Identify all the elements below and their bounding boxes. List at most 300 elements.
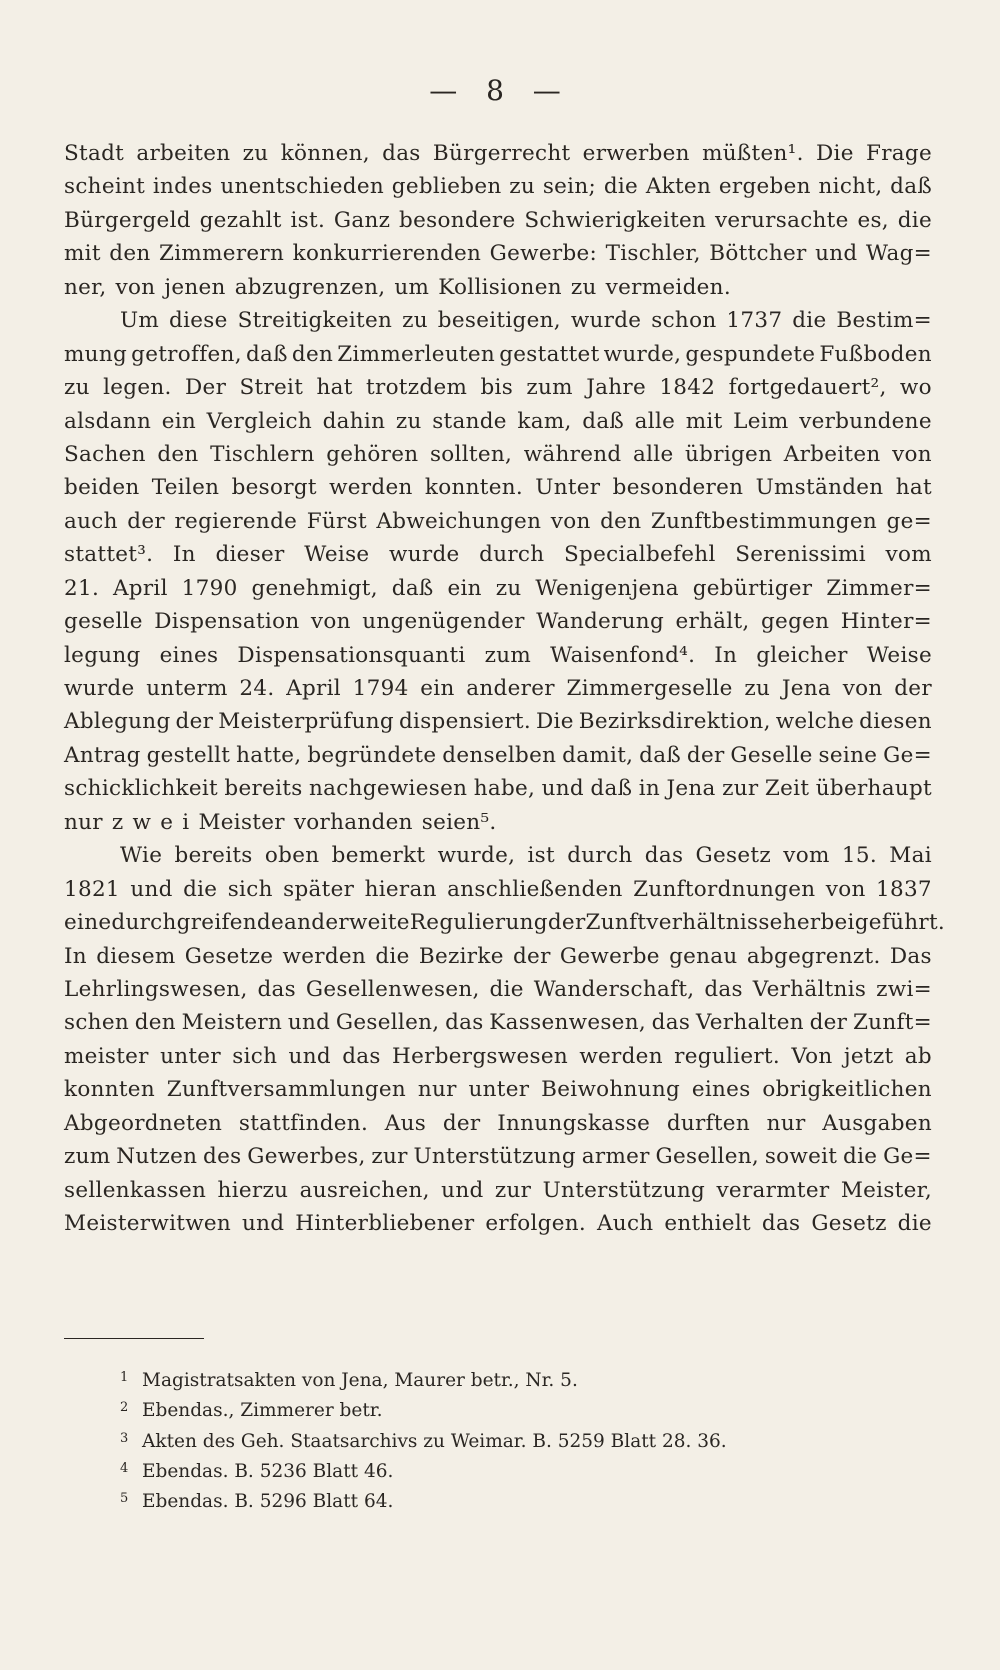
text-line <box>64 338 932 371</box>
word: das <box>382 141 421 166</box>
text-line <box>64 1040 932 1073</box>
word: und <box>541 776 584 802</box>
word: den <box>134 1010 176 1036</box>
word: 1790 <box>181 575 238 601</box>
word: zwi= <box>876 976 932 1002</box>
word: jenen <box>164 274 226 300</box>
word: hieran <box>364 876 437 902</box>
word: Meisterprüfung <box>218 709 394 735</box>
word: die <box>603 174 639 200</box>
footnote <box>120 1424 940 1454</box>
word: gestellt <box>146 742 231 768</box>
footnote <box>120 1363 940 1393</box>
word: Antrag <box>64 742 141 768</box>
word: Bezirke <box>418 943 504 969</box>
word: Vergleich <box>206 408 313 434</box>
word: anderer <box>466 676 555 701</box>
text-line <box>64 873 932 906</box>
word: zu <box>395 408 422 434</box>
word: Gesellen, <box>335 1010 440 1036</box>
footnote-text: Akten des Geh. Staatsarchivs zu Weimar. B. 5259 Blatt 28. 36. <box>142 1430 727 1452</box>
word: e <box>160 809 174 835</box>
word: nur <box>766 1110 806 1136</box>
word: Gewerbe: <box>489 241 598 267</box>
word: abzugrenzen, <box>234 274 386 300</box>
word: werden <box>282 943 367 969</box>
word: Böttcher <box>709 241 807 267</box>
text-line <box>64 271 932 304</box>
text-line <box>64 839 932 872</box>
word: mung <box>64 341 128 367</box>
word: Tischlern <box>210 441 315 467</box>
word: und <box>287 1010 331 1036</box>
word: Specialbefehl <box>564 542 716 568</box>
word: Fußboden <box>819 341 932 367</box>
word: zum <box>64 1144 111 1170</box>
word: und <box>441 1177 484 1203</box>
word: alle <box>633 441 674 467</box>
word: anderweite <box>284 910 410 936</box>
word: Abgeordneten <box>64 1110 223 1136</box>
word: oben <box>264 843 320 869</box>
word: Waisenfond⁴. <box>550 642 696 668</box>
word: besorgt <box>231 475 317 501</box>
word: wurde <box>64 676 135 701</box>
word: Zunftversammlungen <box>166 1077 407 1103</box>
word: die <box>792 308 827 334</box>
text-line <box>64 1207 932 1240</box>
word: Zunftverhältnisse <box>585 910 783 936</box>
word: Tischler, <box>605 241 701 267</box>
word: w <box>132 809 152 835</box>
word: Kassenwesen, <box>489 1010 646 1036</box>
word: Jena <box>781 676 832 701</box>
word: durften <box>666 1110 750 1136</box>
word: zu <box>744 676 771 701</box>
word: diese <box>169 308 228 334</box>
word: in <box>638 776 661 802</box>
word: bis <box>480 375 514 401</box>
word: Jena <box>666 776 716 802</box>
footnote <box>120 1454 940 1484</box>
word: von <box>115 274 156 300</box>
word: 24. <box>239 676 275 701</box>
word: vom <box>885 542 932 568</box>
text-line <box>64 973 932 1006</box>
word: 1737 <box>726 308 783 334</box>
word: Die <box>535 709 574 735</box>
word: beiden <box>64 475 140 501</box>
word: arbeiten <box>136 141 231 166</box>
word: beseitigen, <box>437 308 561 334</box>
word: gespundete <box>685 341 816 367</box>
word: eines <box>159 642 219 668</box>
text-line <box>64 1174 932 1207</box>
text-line <box>64 237 932 270</box>
word: verbundene <box>799 408 932 434</box>
text-line <box>64 1073 932 1106</box>
word: nur <box>64 809 103 835</box>
word: Kollisionen <box>438 274 562 300</box>
word: ner, <box>64 274 107 300</box>
word: den <box>109 241 151 267</box>
word: Um <box>120 308 160 334</box>
word: das <box>651 1010 691 1036</box>
word: Meister, <box>840 1177 932 1203</box>
word: durchgreifende <box>111 910 285 936</box>
word: Herbergswesen <box>392 1043 568 1069</box>
word: 21. <box>64 575 100 601</box>
word: und <box>815 241 858 267</box>
word: mit <box>685 408 723 434</box>
word: legung <box>64 642 141 668</box>
word: Unterstützung <box>413 1144 576 1170</box>
text-line <box>64 471 932 504</box>
word: Ge= <box>883 1144 932 1170</box>
word: der <box>894 676 932 701</box>
word: dieser <box>215 542 285 568</box>
word: Aus <box>384 1110 427 1136</box>
word: nachgewiesen <box>309 776 468 802</box>
word: damit, <box>562 742 634 768</box>
word: schen <box>64 1010 129 1036</box>
word: hat <box>316 375 353 401</box>
word: Leim <box>733 408 789 434</box>
text-line <box>64 772 932 805</box>
word: die <box>489 976 524 1002</box>
word: daß <box>590 776 633 802</box>
word: Bezirksdirektion, <box>578 709 771 735</box>
word: der <box>512 943 551 969</box>
text-line <box>64 505 932 538</box>
word: Gesellen, <box>655 1144 760 1170</box>
word: Innungskasse <box>497 1110 651 1136</box>
word: diesem <box>96 943 176 969</box>
word: vorhanden <box>293 809 413 835</box>
word: das <box>342 1043 381 1069</box>
word: ergeben <box>718 174 811 200</box>
footnote-mark: 3 <box>120 1430 129 1446</box>
word: die <box>375 943 410 969</box>
word: ist <box>527 843 555 869</box>
word: Geselle <box>730 742 813 768</box>
word: Wenigenjena <box>535 575 679 601</box>
text-line <box>64 1107 932 1140</box>
word: zur <box>494 1177 532 1203</box>
word: April <box>112 575 168 601</box>
word: hat <box>895 475 932 501</box>
text-line <box>64 605 932 638</box>
text-line <box>64 739 932 772</box>
word: erwerben <box>582 141 690 166</box>
word: unterm <box>146 676 228 701</box>
word: von <box>550 508 591 534</box>
word: sollten, <box>429 441 513 467</box>
word: zur <box>722 776 759 802</box>
text-line <box>64 405 932 438</box>
word: die <box>183 876 218 902</box>
word: Gesetz <box>695 843 771 869</box>
word: erfolgen. <box>485 1211 587 1236</box>
word: bereits <box>224 776 303 802</box>
word: der <box>686 742 725 768</box>
word: später <box>283 876 355 902</box>
word: herbeigeführt. <box>782 910 946 936</box>
word: stande <box>432 408 507 434</box>
word: von <box>892 441 932 467</box>
word: sich <box>232 1043 278 1069</box>
word: daß <box>245 341 288 367</box>
word: Gewerbes, <box>247 1144 366 1170</box>
text-line <box>64 572 932 605</box>
word: seien⁵. <box>421 809 497 835</box>
word: Wag= <box>865 241 932 267</box>
word: zur <box>371 1144 408 1170</box>
word: Ablegung <box>64 709 171 735</box>
word: Dispensation <box>154 609 300 635</box>
word: z <box>111 809 124 835</box>
word: ein <box>420 676 455 701</box>
word: unentschieden <box>220 174 385 200</box>
word: vom <box>783 843 830 869</box>
word: zu <box>402 308 428 334</box>
word: daß <box>890 174 932 200</box>
word: Bürgerrecht <box>432 141 571 166</box>
footnote-mark: 2 <box>120 1400 129 1416</box>
word: stattfinden. <box>238 1110 369 1136</box>
word: Beiwohnung <box>541 1077 681 1103</box>
word: geblieben <box>391 174 502 200</box>
text-line <box>64 906 946 939</box>
word: gezahlt <box>199 207 282 233</box>
word: das <box>644 843 684 869</box>
word: dispensiert. <box>398 709 531 735</box>
word: Dispensationsquanti <box>237 642 466 668</box>
word: begründete <box>307 742 437 768</box>
word: seine <box>818 742 878 768</box>
word: Verhältnis <box>752 976 867 1002</box>
word: Zunftbestimmungen <box>650 508 878 534</box>
footnote-text: Ebendas. B. 5236 Blatt 46. <box>142 1460 394 1482</box>
word: wurde, <box>603 341 682 367</box>
footnote-text: Ebendas., Zimmerer betr. <box>142 1400 383 1422</box>
word: jetzt <box>843 1043 894 1069</box>
word: Zeit <box>764 776 810 802</box>
word: getroffen, <box>131 341 242 367</box>
word: zu <box>242 141 269 166</box>
word: zum <box>526 375 573 401</box>
word: wurde, <box>437 843 516 869</box>
word: Zimmer= <box>826 575 932 601</box>
text-line <box>64 137 932 170</box>
text-line <box>64 538 932 571</box>
text-line <box>64 170 932 203</box>
word: den <box>600 508 642 534</box>
word: habe, <box>473 776 536 802</box>
word: meister <box>64 1043 149 1069</box>
word: ausreichen, <box>299 1177 430 1203</box>
word: Serenissimi <box>735 542 866 568</box>
word: ab <box>904 1043 932 1069</box>
word: den <box>291 341 334 367</box>
word: das <box>761 1211 801 1236</box>
word: Hinterbliebener <box>295 1211 475 1236</box>
word: reguliert. <box>674 1043 781 1069</box>
text-line <box>64 1140 932 1173</box>
word: um <box>394 274 430 300</box>
word: Akten <box>645 174 712 200</box>
footnote-mark: 1 <box>120 1370 129 1385</box>
word: der <box>547 910 586 936</box>
word: anschließenden <box>447 876 623 902</box>
word: konnten. <box>424 475 524 501</box>
word: und <box>288 1043 331 1069</box>
word: auch <box>64 508 118 534</box>
word: trotzdem <box>366 375 468 401</box>
word: ein <box>447 575 482 601</box>
word: Der <box>185 375 227 401</box>
word: nicht, <box>818 174 883 200</box>
word: Frage <box>865 141 932 166</box>
footnotes <box>120 1363 940 1514</box>
word: In <box>172 542 196 568</box>
word: können, <box>280 141 370 166</box>
word: der <box>442 1110 481 1136</box>
word: erhält, <box>675 609 750 635</box>
word: alsdann <box>64 408 152 434</box>
word: armer <box>581 1144 650 1170</box>
word: genau <box>669 943 738 969</box>
word: Zimmergeselle <box>566 676 733 701</box>
word: Stadt <box>64 141 125 166</box>
word: wurde <box>389 542 460 568</box>
word: mit <box>64 241 101 267</box>
word: durch <box>479 542 545 568</box>
word: Weise <box>866 642 932 668</box>
word: die <box>897 207 932 233</box>
word: Mai <box>889 843 932 869</box>
word: Verhalten <box>695 1010 804 1036</box>
word: während <box>523 441 622 467</box>
word: besonderen <box>612 475 744 501</box>
text-line <box>64 304 932 337</box>
footnote-text: Ebendas. B. 5296 Blatt 64. <box>142 1491 394 1513</box>
text-line <box>64 639 932 672</box>
word: Bestim= <box>836 308 932 334</box>
word: Sachen <box>64 441 146 467</box>
word: sellenkassen <box>64 1177 207 1203</box>
word: Zunftordnungen <box>633 876 816 902</box>
word: Fürst <box>306 508 367 534</box>
footnote <box>120 1484 940 1514</box>
word: 1837 <box>876 876 932 902</box>
text-line <box>64 940 932 973</box>
word: Wanderschaft, <box>533 976 695 1002</box>
word: Jahre <box>586 375 646 401</box>
footnote-mark: 4 <box>120 1460 129 1476</box>
word: Gesetze <box>184 943 274 969</box>
word: zu <box>64 375 90 401</box>
word: daß <box>639 742 681 768</box>
body-text <box>64 137 946 1240</box>
word: Weise <box>304 542 370 568</box>
word: ein <box>161 408 197 434</box>
word: Regulierung <box>409 910 548 936</box>
word: vermeiden. <box>605 274 731 300</box>
word: der <box>809 1010 848 1036</box>
word: 1821 <box>64 876 120 902</box>
word: genehmigt, <box>251 575 378 601</box>
word: müßten¹. <box>702 141 804 166</box>
word: Bürgergeld <box>64 207 191 233</box>
word: übrigen <box>685 441 773 467</box>
word: ist. <box>290 207 326 233</box>
word: des <box>203 1144 242 1170</box>
word: Ge= <box>883 742 932 768</box>
word: enthielt <box>664 1211 751 1236</box>
word: Gesetz <box>811 1211 887 1236</box>
word: Zunft= <box>852 1010 932 1036</box>
word: überhaupt <box>815 776 932 802</box>
word: Zimmerern <box>159 241 285 267</box>
word: Gewerbe <box>559 943 660 969</box>
footnote <box>120 1393 940 1423</box>
word: Nutzen <box>116 1144 198 1170</box>
word: unter <box>160 1043 221 1069</box>
word: und <box>130 876 173 902</box>
word: Das <box>889 943 932 969</box>
word: verursachte <box>714 207 849 233</box>
word: von <box>310 609 351 635</box>
word: unter <box>468 1077 530 1103</box>
word: verarmter <box>716 1177 830 1203</box>
word: gleicher <box>756 642 848 668</box>
word: es, <box>857 207 889 233</box>
word: das <box>257 976 296 1002</box>
text-line <box>64 705 932 738</box>
word: Auch <box>596 1211 654 1236</box>
word: werden <box>329 475 413 501</box>
word: Von <box>791 1043 833 1069</box>
word: abgegrenzt. <box>746 943 881 969</box>
word: stattet³. <box>64 542 154 568</box>
word: indes <box>152 174 213 200</box>
text-line <box>64 672 932 705</box>
word: ungenügender <box>362 609 525 635</box>
word: soweit <box>764 1144 838 1170</box>
text-line <box>64 1006 932 1039</box>
word: der <box>127 508 165 534</box>
word: dahin <box>322 408 386 434</box>
word: 1842 <box>659 375 716 401</box>
word: Arbeiten <box>783 441 881 467</box>
word: ge= <box>886 508 932 534</box>
word: Gesellenwesen, <box>305 976 480 1002</box>
word: Ausgaben <box>822 1110 932 1136</box>
word: daß <box>391 575 434 601</box>
word: hatte, <box>236 742 302 768</box>
word: konnten <box>64 1077 155 1103</box>
word: von <box>842 676 883 701</box>
word: Meisterwitwen <box>64 1211 232 1236</box>
text-line <box>64 371 932 404</box>
word: schon <box>651 308 717 334</box>
word: die <box>897 1211 932 1236</box>
word: Die <box>815 141 854 166</box>
word: scheint <box>64 174 146 200</box>
word: bereits <box>174 843 253 869</box>
word: daß <box>582 408 625 434</box>
